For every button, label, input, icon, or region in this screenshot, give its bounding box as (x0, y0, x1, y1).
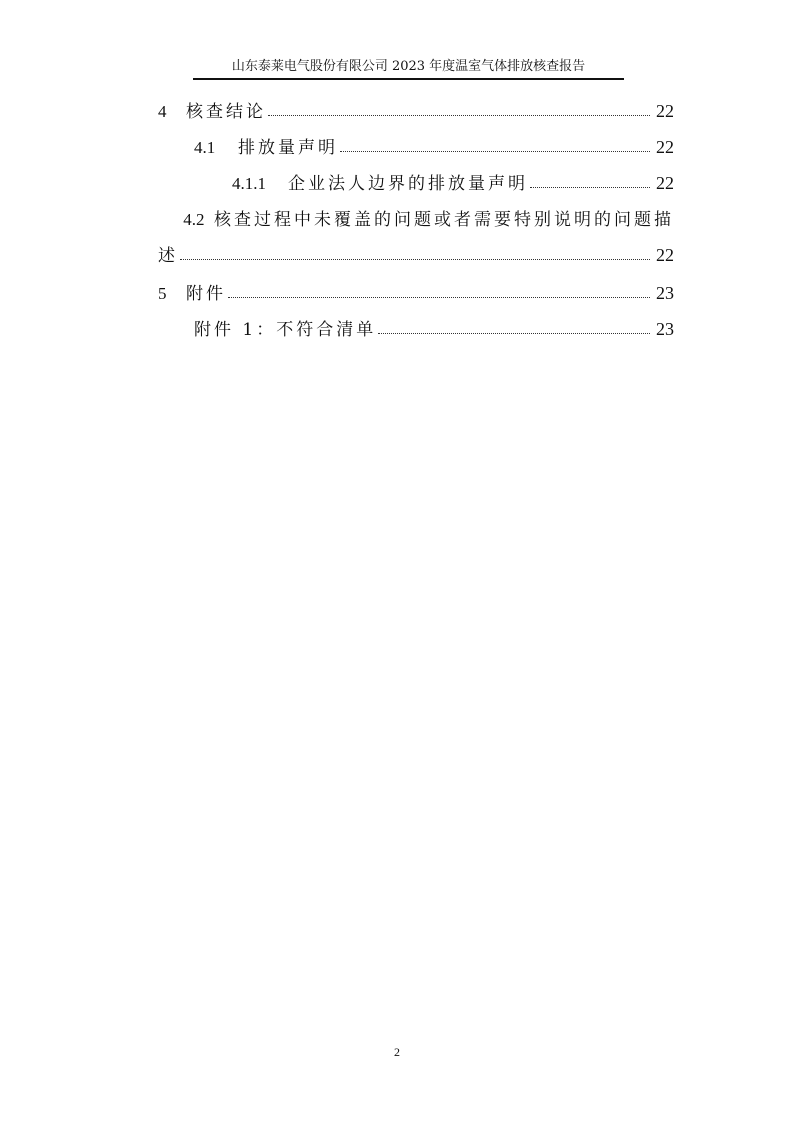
toc-entry-page: 22 (656, 173, 674, 193)
toc-entry-number: 4 (158, 102, 167, 121)
dot-leader (340, 150, 650, 152)
toc-entry-title: 企业法人边界的排放量声明 (288, 174, 528, 194)
toc-entry-title-continuation: 述 (158, 246, 178, 266)
toc-entry-page: 22 (656, 101, 674, 121)
toc-entry-appendix-1[interactable] (158, 310, 674, 340)
toc-entry-page: 23 (656, 283, 674, 303)
dot-leader (530, 186, 650, 188)
toc-entry-title: 核查结论 (186, 102, 266, 122)
toc-entry-number: 5 (158, 284, 167, 303)
toc-entry-4[interactable] (158, 92, 674, 122)
toc-entry-4-2-line2[interactable] (158, 236, 674, 266)
toc-entry-4-1[interactable] (158, 128, 674, 158)
toc-entry-number: 4.2 (183, 210, 205, 229)
dot-leader (228, 296, 650, 298)
toc-entry-title: 核查过程中未覆盖的问题或者需要特别说明的问题描 (214, 210, 674, 230)
toc-entry-4-1-1[interactable] (158, 164, 674, 194)
page-number: 2 (394, 1045, 400, 1059)
toc-entry-4-2-line1[interactable] (158, 200, 674, 230)
toc-entry-page: 22 (656, 245, 674, 265)
toc-entry-title: 附件 1：不符合清单 (194, 320, 377, 340)
page-header: 山东泰莱电气股份有限公司 2023 年度温室气体排放核查报告 (231, 59, 586, 74)
dot-leader (378, 332, 650, 334)
toc-entry-title: 附件 (186, 284, 226, 304)
toc-entry-page: 23 (656, 319, 674, 339)
toc-entry-number: 4.1.1 (232, 174, 266, 193)
header-rule (193, 78, 624, 80)
dot-leader (180, 258, 650, 260)
toc-entry-page: 22 (656, 137, 674, 157)
dot-leader (268, 114, 650, 116)
toc-entry-5[interactable] (158, 274, 674, 304)
toc-entry-number: 4.1 (194, 138, 216, 157)
toc-entry-title: 排放量声明 (238, 138, 338, 158)
